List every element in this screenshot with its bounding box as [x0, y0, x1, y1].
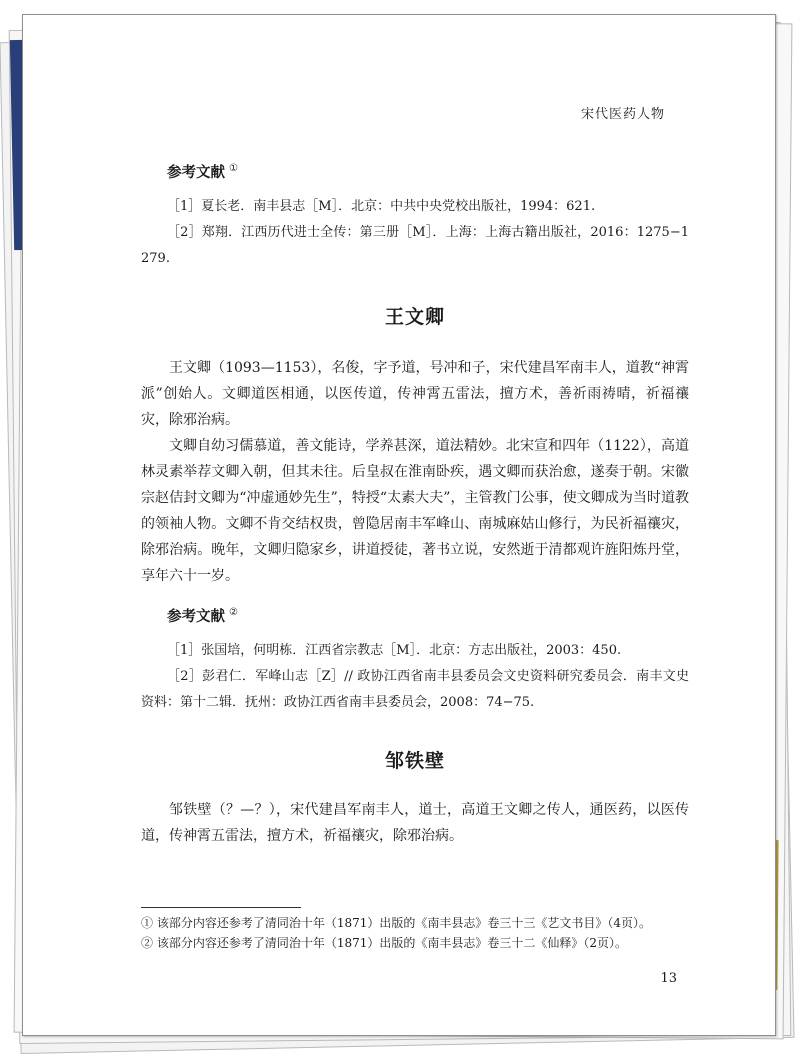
- body-paragraph: 邹铁壁（？—？），宋代建昌军南丰人，道士，高道王文卿之传人，通医药，以医传道，传神霄五雷法，擅方术，祈福禳灾，除邪治病。: [141, 802, 689, 844]
- references-heading-text: 参考文献: [167, 608, 225, 625]
- footnote-separator: [141, 907, 301, 908]
- reference-item: ［1］夏长老．南丰县志［M］．北京：中共中央党校出版社，1994：621.: [167, 199, 596, 214]
- running-header: 宋代医药人物: [580, 107, 665, 122]
- book-page: [22, 14, 776, 1036]
- references-heading-text: 参考文献: [167, 164, 225, 181]
- references-heading-2: [167, 605, 689, 626]
- footnotes: [141, 913, 701, 953]
- entry-title: 王文卿: [384, 306, 445, 328]
- reference-item: ［1］张国培，何明栋．江西省宗教志［M］．北京：方志出版社，2003：450.: [167, 643, 622, 658]
- footnote-item: ② 该部分内容还参考了清同治十年（1871）出版的《南丰县志》卷三十二《仙释》（2页）。: [141, 936, 627, 950]
- footnote-item: ① 该部分内容还参考了清同治十年（1871）出版的《南丰县志》卷三十三《艺文书目》（4页）。: [141, 916, 651, 930]
- reference-item: ［2］郑翔．江西历代进士全传：第三册［M］．上海：上海古籍出版社，2016：1275−1279.: [141, 225, 689, 266]
- page-number: 13: [660, 971, 677, 986]
- page-content: [141, 161, 689, 849]
- entry-title: 邹铁壁: [384, 750, 445, 772]
- body-paragraph: 文卿自幼习儒慕道，善文能诗，学养甚深，道法精妙。北宋宣和四年（1122），高道林灵素举荐文卿入朝，但其未往。后皇叔在淮南卧疾，遇文卿而获治愈，遂奏于朝。宋徽宗赵佶封文卿为“冲虚通妙先生”，特授“太素大夫”，主管教门公事，使文卿成为当时道教的领袖人物。文卿不肯交结权贵，曾隐居南丰军峰山、南城麻姑山修行，为民祈福禳灾，除邪治病。晚年，文卿归隐家乡，讲道授徒，著书立说，安然逝于清都观许旌阳炼丹堂，享年六十一岁。: [141, 438, 689, 584]
- footnote-marker: ②: [229, 607, 238, 619]
- references-heading-1: [167, 161, 689, 182]
- body-paragraph: 王文卿（1093—1153），名俊，字予道，号冲和子，宋代建昌军南丰人，道教“神霄派”创始人。文卿道医相通，以医传道，传神霄五雷法，擅方术，善祈雨祷晴，祈福禳灾，除邪治病。: [141, 360, 689, 428]
- reference-item: ［2］彭君仁．军峰山志［Z］// 政协江西省南丰县委员会文史资料研究委员会．南丰文史资料：第十二辑．抚州：政协江西省南丰县委员会，2008：74−75.: [141, 669, 689, 710]
- footnote-marker: ①: [229, 163, 238, 175]
